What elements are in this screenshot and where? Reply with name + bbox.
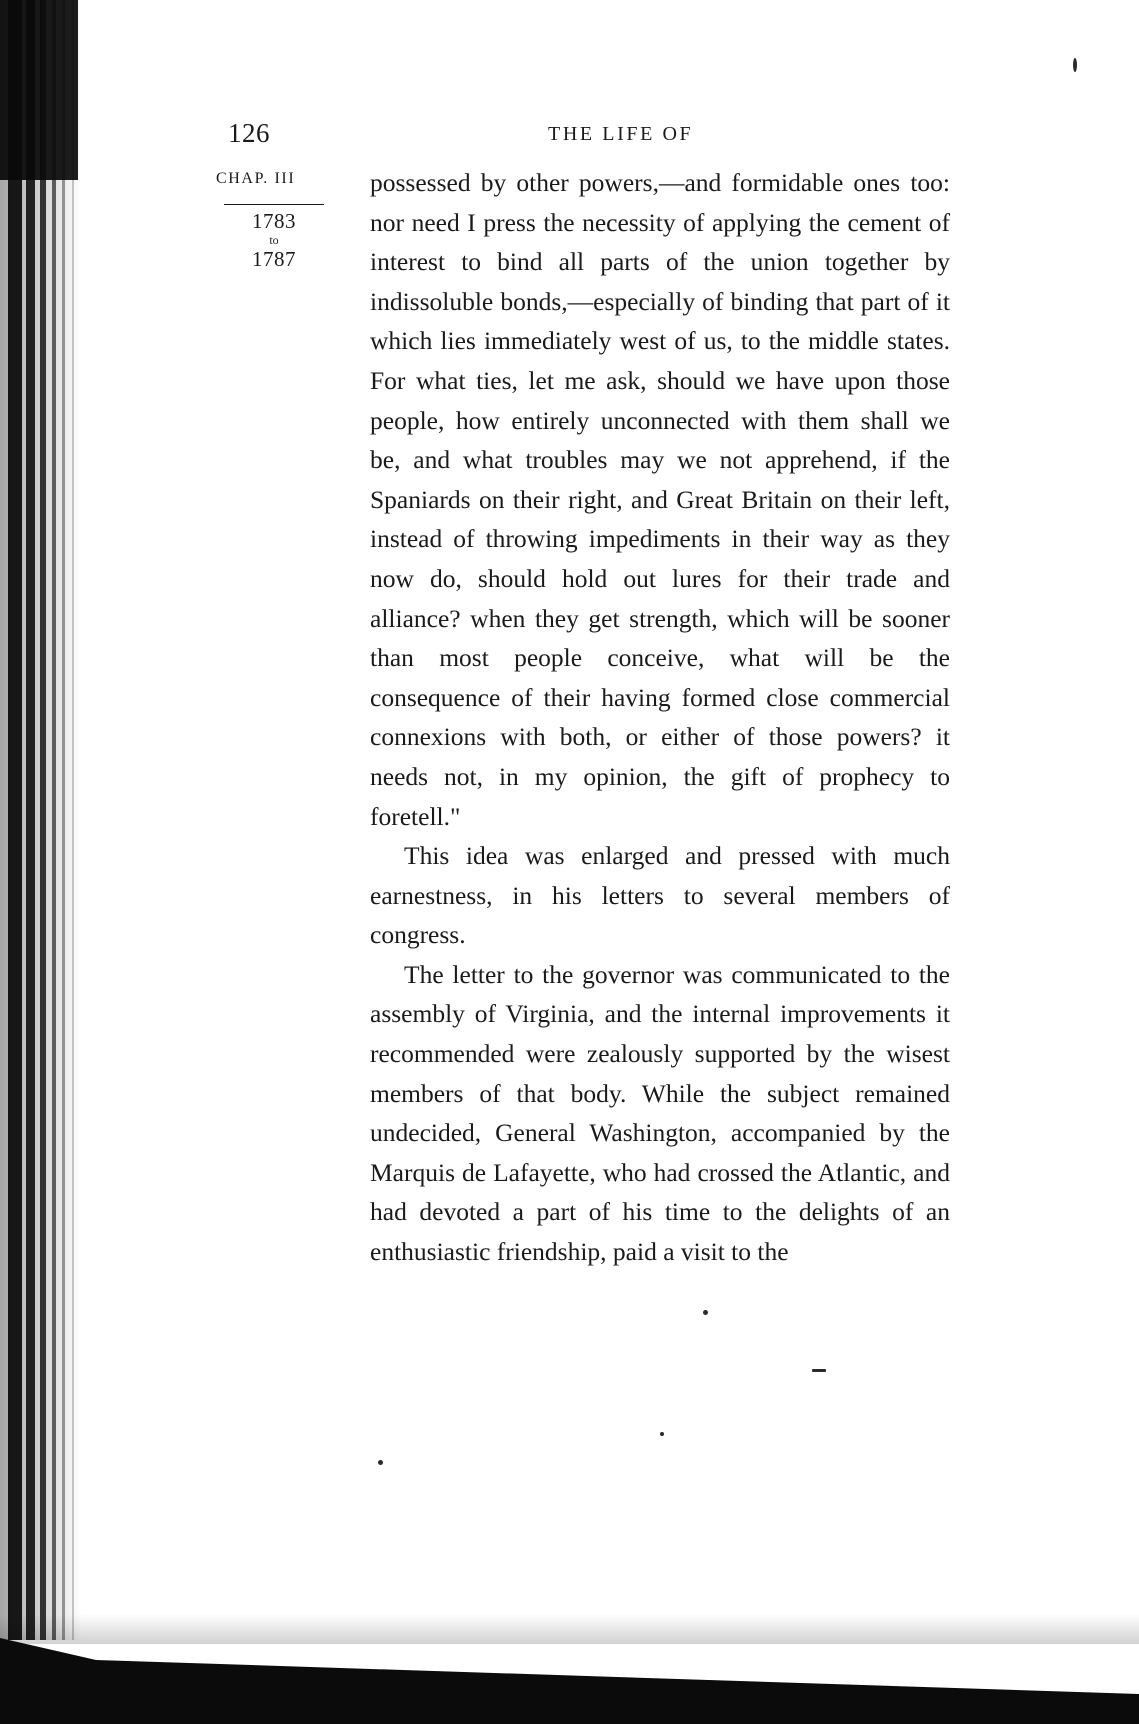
body-text	[370, 163, 950, 1272]
paragraph-quoted-passage: possessed by other powers,—and formidable ones too: nor need I press the necessity of applying the cement of interest to bind all parts of the union together by indissoluble bonds,—especially of binding that part of it which lies immediately west of us, to the middle states. For what ties, let me ask, should we have upon those people, how entirely unconnected with them shall we be, and what troubles may we not apprehend, if the Spaniards on their right, and Great Britain on their left, instead of throwing impediments in their way as they now do, should hold out lures for their trade and alliance? when they get strength, which will be sooner than most people conceive, what will be the consequence of their having formed close commercial connexions with both, or either of those powers? it needs not, in my opinion, the gift of prophecy to foretell."	[370, 168, 950, 831]
year-to: 1787	[252, 247, 296, 272]
paragraph-letter-governor: The letter to the governor was communicated to the assembly of Virginia, and the internal improvements it recommended were zealously supported by the wisest members of that body. While the subject remained undecided, General Washington, accompanied by the Marquis de Lafayette, who had crossed the Atlantic, and had devoted a part of his time to the delights of an enthusiastic friendship, paid a visit to the	[370, 959, 950, 1267]
scan-speck	[1073, 58, 1077, 72]
year-connector: to	[269, 233, 279, 247]
year-range	[224, 204, 324, 272]
running-head: THE LIFE OF	[548, 123, 694, 145]
marginal-note	[200, 170, 325, 272]
paragraph-idea-enlarged: This idea was enlarged and pressed with much earnestness, in his letters to several members of congress.	[370, 841, 950, 950]
scan-speck	[378, 1460, 383, 1465]
scan-speck	[703, 1310, 708, 1315]
scan-bottom-shadow	[0, 1614, 1139, 1644]
page-number: 126	[228, 118, 270, 148]
chapter-label: CHAP. III	[216, 170, 296, 187]
page-header	[228, 118, 1028, 148]
scan-speck	[660, 1432, 664, 1436]
scan-speck	[812, 1369, 826, 1372]
year-from: 1783	[224, 204, 324, 234]
